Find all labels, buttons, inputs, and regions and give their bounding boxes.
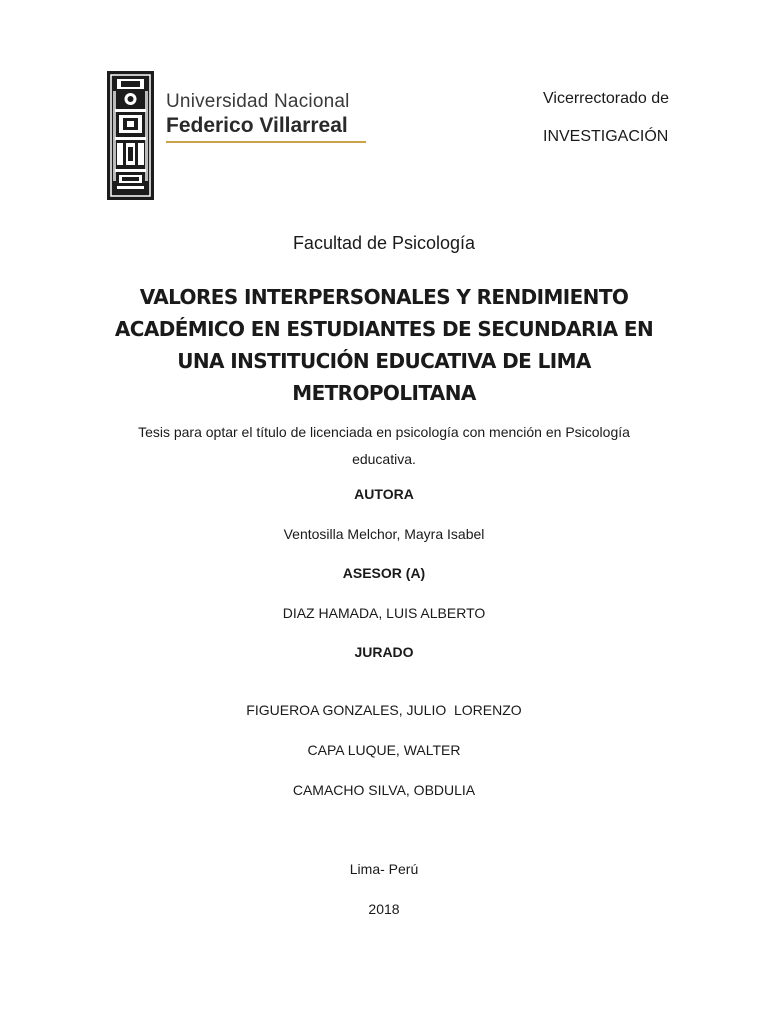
year: 2018 [368,901,400,917]
jurado-member: FIGUEROA GONZALES, JULIO LORENZO [246,702,522,718]
autora-name: Ventosilla Melchor, Mayra Isabel [283,526,485,542]
university-emblem-icon [107,71,154,200]
university-logo [166,91,366,143]
tesis-line: educativa. [352,451,416,467]
asesor-name: DIAZ HAMADA, LUIS ALBERTO [282,605,486,621]
asesor-label: ASESOR (A) [342,565,426,581]
logo-line2: Federico Villarreal [166,114,348,137]
logo-rule [166,141,366,143]
jurado-label: JURADO [354,644,414,660]
vicerrectorado-line1: Vicerrectorado de [543,90,669,107]
thesis-title [0,281,768,409]
title-line: UNA INSTITUCIÓN EDUCATIVA DE LIMA [177,349,591,373]
thesis-purpose [0,419,768,473]
title-line: METROPOLITANA [292,381,476,405]
title-line: VALORES INTERPERSONALES Y RENDIMIENTO [139,285,629,309]
place: Lima- Perú [349,861,419,877]
tesis-line: Tesis para optar el título de licenciada en psicología con mención en Psicología [138,424,630,440]
autora-label: AUTORA [354,486,414,502]
faculty-name: Facultad de Psicología [292,233,476,253]
jurado-member: CAPA LUQUE, WALTER [307,742,461,758]
logo-line1: Universidad Nacional [166,91,350,112]
jurado-member: CAMACHO SILVA, OBDULIA [292,782,476,798]
vicerrectorado-line2: INVESTIGACIÓN [543,128,669,145]
title-line: ACADÉMICO EN ESTUDIANTES DE SECUNDARIA EN [114,317,654,341]
